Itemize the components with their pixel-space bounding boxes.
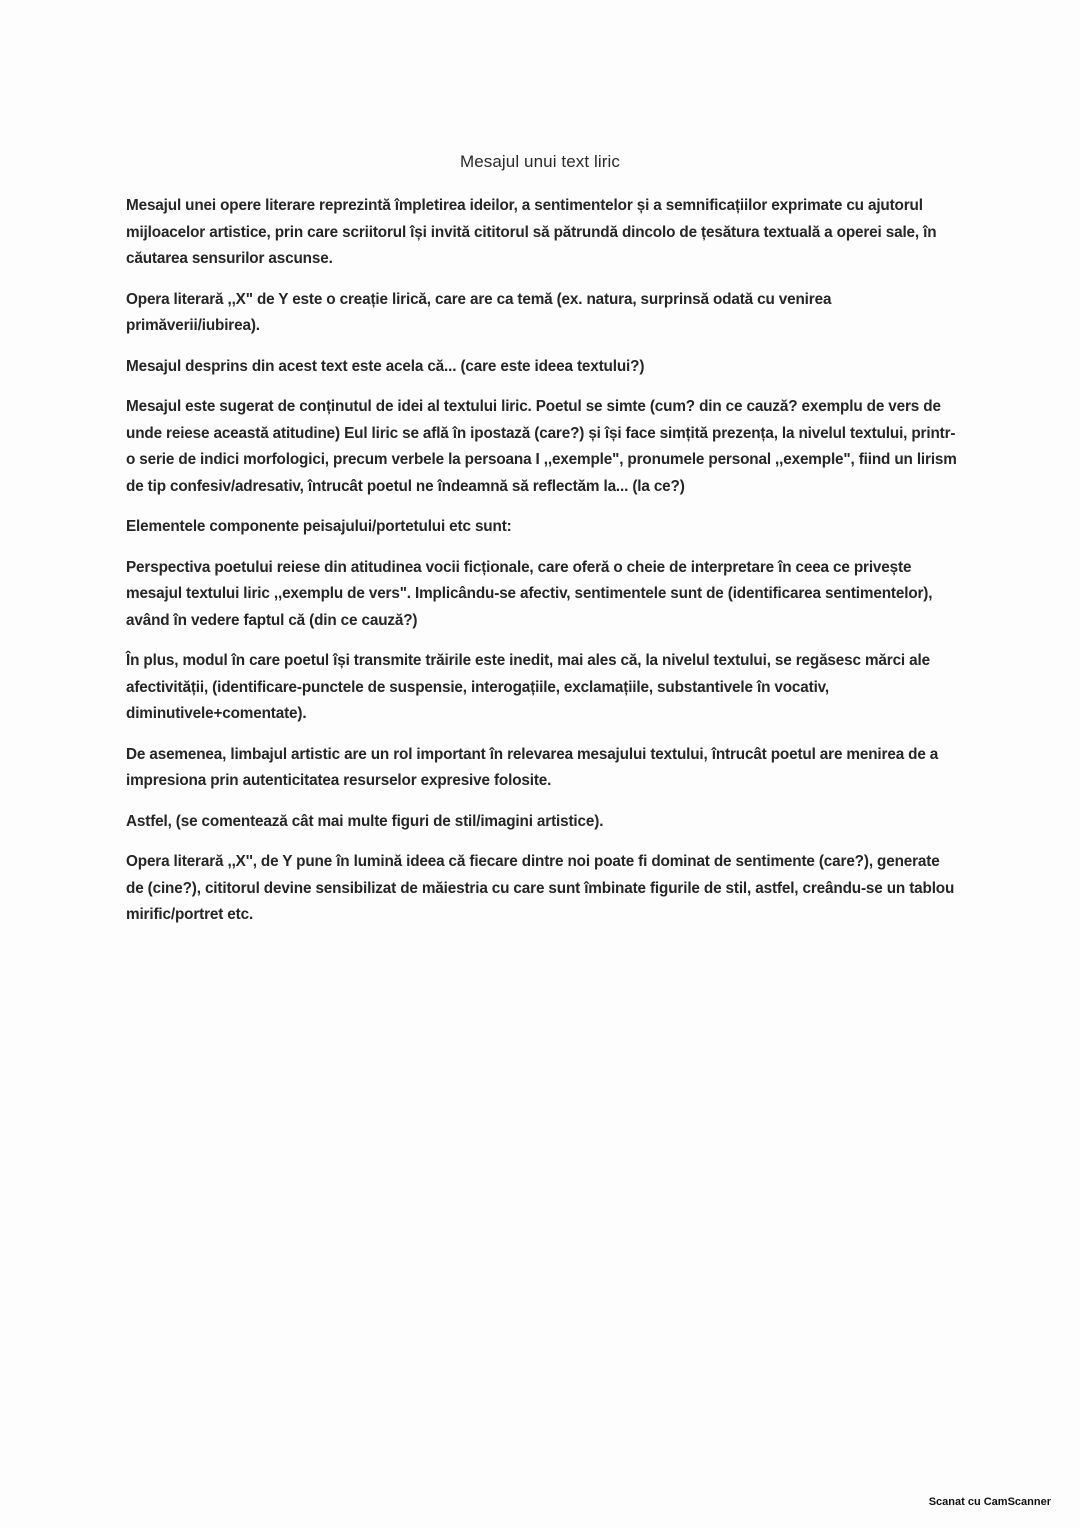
paragraph-work-theme: Opera literară ,,X" de Y este o creație lirică, care are ca temă (ex. natura, surprinsă odată cu venirea primăverii/iubirea).: [126, 290, 832, 334]
scanner-watermark: Scanat cu CamScanner: [928, 1496, 1051, 1508]
paragraph-artistic-language: De asemenea, limbajul artistic are un rol important în relevarea mesajului textului, întrucât poetul are menirea de a impresiona prin autenticitatea resurselor expresive folosite.: [126, 745, 939, 789]
paragraph-conclusion: Opera literară ,,X'', de Y pune în lumină ideea că fiecare dintre noi poate fi dominat de sentimente (care?), generate de (cine?), cititorul devine sensibilizat de măiestria cu care sunt îmbinate figurile de stil, astfel, creându-se un tablou mirific/portret etc.: [126, 853, 955, 923]
paragraph-landscape-elements: Elementele componente peisajului/portetului etc sunt:: [126, 518, 512, 535]
paragraph-lyrical-self: Mesajul este sugerat de conținutul de idei al textului liric. Poetul se simte (cum? din ce cauză? exemplu de vers de unde reiese această atitudine) Eul liric se află în ipostază (care?) și își face simțită prezența, la nivelul textului, printr-o serie de indici morfologici, precum verbele la persoana I ,,exemple", pronumele personal ,,exemple", fiind un lirism de tip confesiv/adresativ, întrucât poetul ne îndeamnă să reflectăm la... (la ce?): [126, 398, 957, 495]
document-body: [126, 193, 960, 943]
paragraph-message-definition: Mesajul unei opere literare reprezintă împletirea ideilor, a sentimentelor și a semnificațiilor exprimate cu ajutorul mijloacelor artistice, prin care scriitorul își invită cititorul să pătrundă dincolo de țesătura textuală a operei sale, în căutarea sensurilor ascunse.: [126, 197, 937, 267]
document-title: Mesajul unui text liric: [459, 152, 621, 171]
paragraph-figures-of-speech: Astfel, (se comentează cât mai multe figuri de stil/imagini artistice).: [126, 812, 604, 830]
paragraph-affectivity-marks: În plus, modul în care poetul își transmite trăirile este inedit, mai ales că, la nivelul textului, se regăsesc mărci ale afectivității, (identificare-punctele de suspensie, interogațiile, exclamațiile, substantivele în vocativ, diminutivele+comentate).: [126, 652, 930, 722]
paragraph-poet-perspective: Perspectiva poetului reiese din atitudinea vocii ficționale, care oferă o cheie de interpretare în ceea ce privește mesajul textului liric ,,exemplu de vers". Implicându-se afectiv, sentimentele sunt de (identificarea sentimentelor), având în vedere faptul că (din ce cauză?): [126, 558, 933, 629]
paragraph-message-idea: Mesajul desprins din acest text este acela că... (care este ideea textului?): [126, 357, 645, 375]
